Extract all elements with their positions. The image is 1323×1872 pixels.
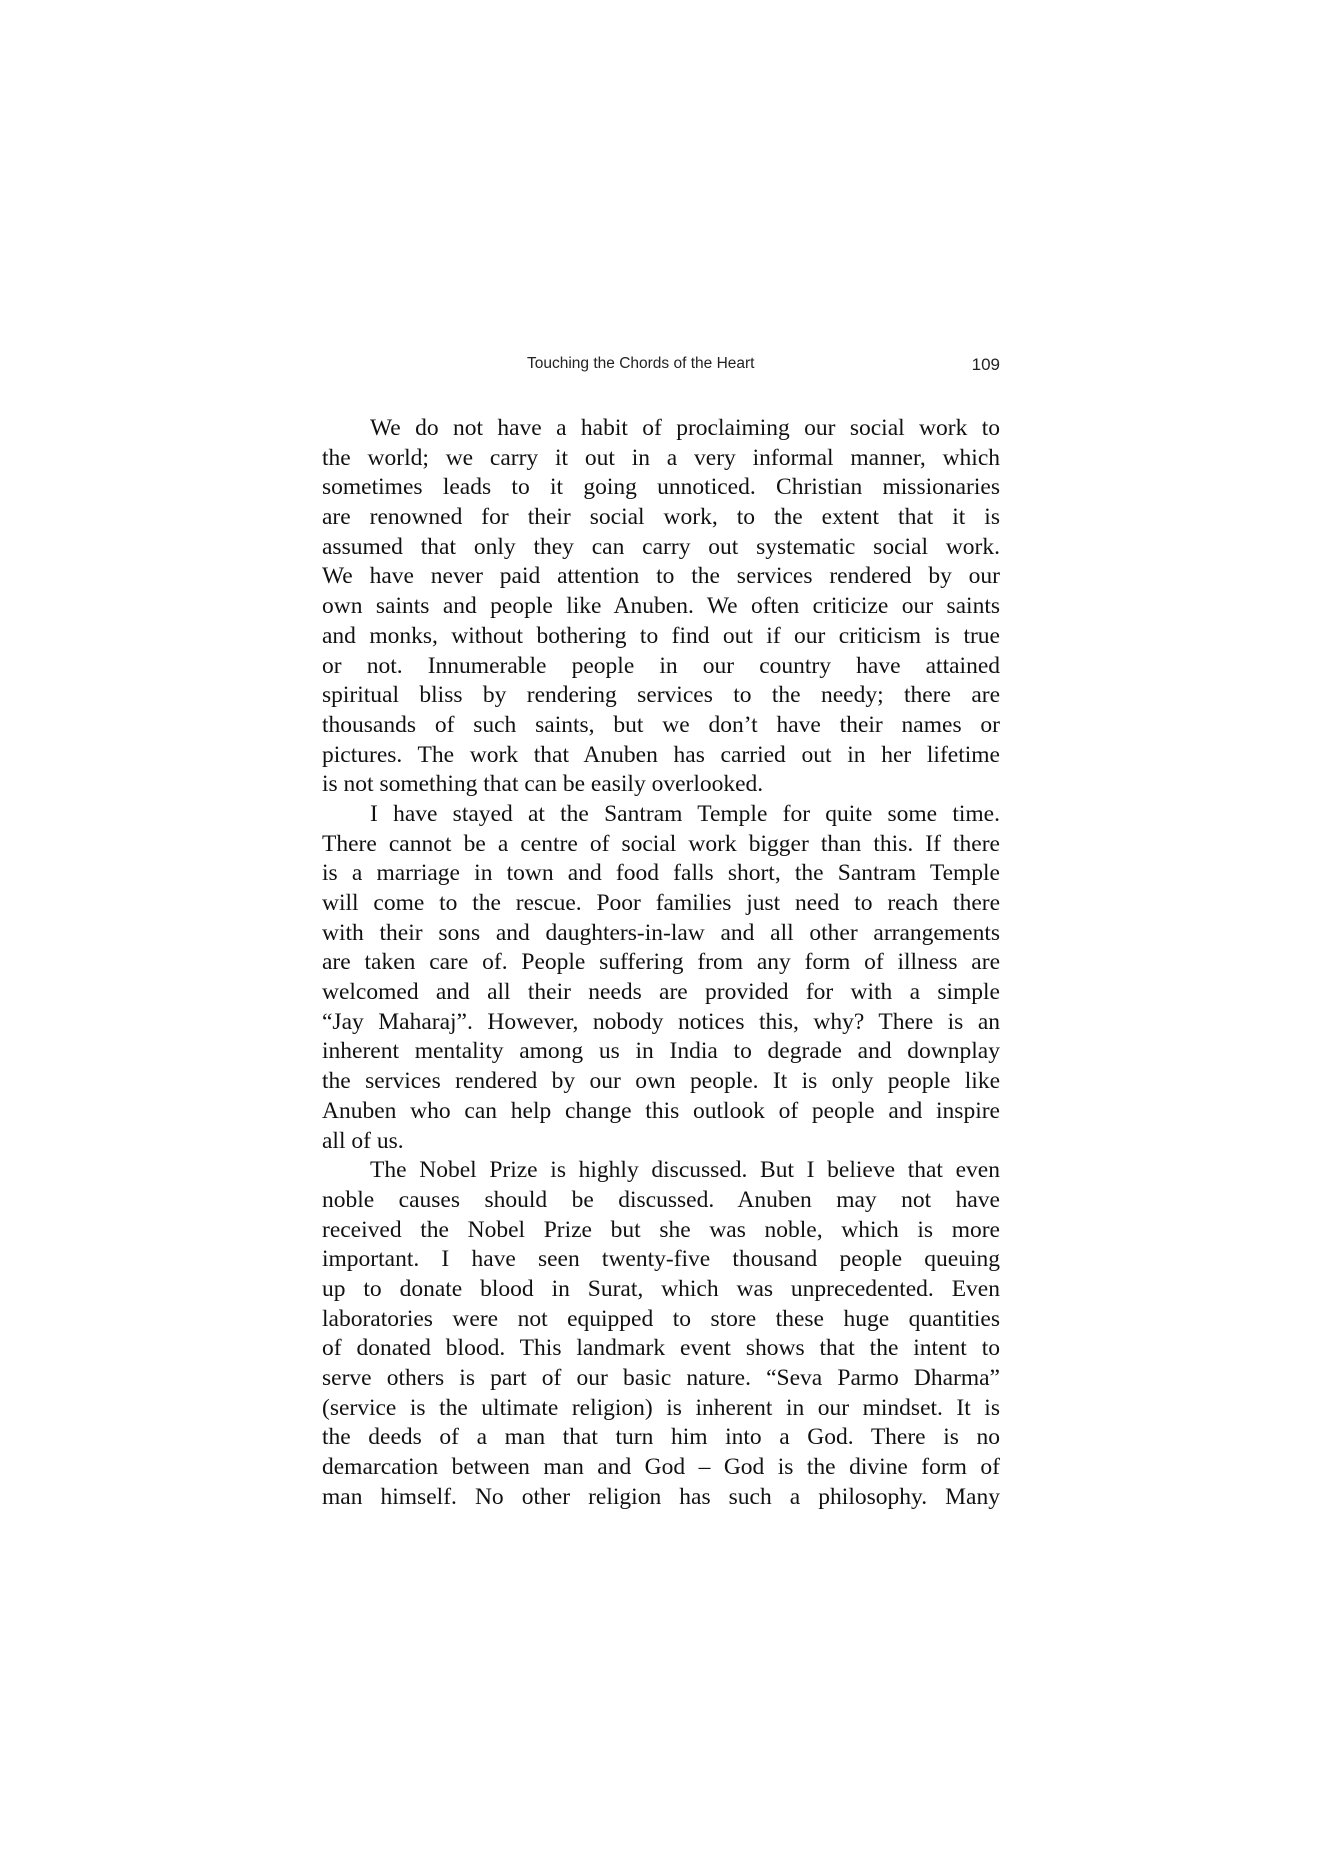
text-line: “Jay Maharaj”. However, nobody notices this, why? There is an xyxy=(322,1008,1000,1035)
text-line: the world; we carry it out in a very informal manner, which xyxy=(322,444,1000,471)
text-line: man himself. No other religion has such a philosophy. Many xyxy=(322,1483,1000,1510)
text-line: up to donate blood in Surat, which was unprecedented. Even xyxy=(322,1275,1000,1302)
text-line: We have never paid attention to the services rendered by our xyxy=(322,563,1000,590)
text-line: There cannot be a centre of social work bigger than this. If there xyxy=(322,830,1000,857)
text-line: is a marriage in town and food falls short, the Santram Temple xyxy=(322,860,1000,887)
text-line: sometimes leads to it going unnoticed. Christian missionaries xyxy=(322,474,1000,501)
running-header xyxy=(322,355,1000,377)
text-line: are renowned for their social work, to the extent that it is xyxy=(322,504,1000,531)
text-line: is not something that can be easily overlooked. xyxy=(322,771,764,798)
text-line: The Nobel Prize is highly discussed. But I believe that even xyxy=(370,1157,1000,1184)
text-line: We do not have a habit of proclaiming our social work to xyxy=(370,415,1000,441)
text-line: assumed that only they can carry out systematic social work. xyxy=(322,533,1000,560)
text-line: inherent mentality among us in India to degrade and downplay xyxy=(322,1038,1000,1065)
text-line: (service is the ultimate religion) is inherent in our mindset. It is xyxy=(322,1394,1000,1421)
text-line: spiritual bliss by rendering services to the needy; there are xyxy=(322,682,1000,709)
text-line: with their sons and daughters-in-law and all other arrangements xyxy=(322,919,1000,946)
text-line: will come to the rescue. Poor families just need to reach there xyxy=(322,890,1000,916)
text-line: or not. Innumerable people in our country have attained xyxy=(322,652,1000,679)
text-line: noble causes should be discussed. Anuben may not have xyxy=(322,1186,1000,1213)
text-line: are taken care of. People suffering from any form of illness are xyxy=(322,949,1000,976)
running-title: Touching the Chords of the Heart xyxy=(527,355,755,372)
text-line: serve others is part of our basic nature. “Seva Parmo Dharma” xyxy=(322,1365,1000,1391)
text-line: welcomed and all their needs are provided for with a simple xyxy=(322,979,1000,1006)
body-text xyxy=(322,414,1000,1512)
text-line: own saints and people like Anuben. We often criticize our saints xyxy=(322,593,1000,620)
text-line: all of us. xyxy=(322,1127,404,1154)
page-number: 109 xyxy=(971,355,1000,374)
text-line: the services rendered by our own people. It is only people like xyxy=(322,1068,1000,1095)
text-line: demarcation between man and God – God is the divine form of xyxy=(322,1454,1000,1481)
text-line: pictures. The work that Anuben has carried out in her lifetime xyxy=(322,741,1000,768)
text-line: I have stayed at the Santram Temple for quite some time. xyxy=(370,800,1000,827)
text-line: the deeds of a man that turn him into a God. There is no xyxy=(322,1424,1000,1451)
text-line: laboratories were not equipped to store these huge quantities xyxy=(322,1305,1000,1332)
text-line: and monks, without bothering to find out if our criticism is true xyxy=(322,622,1000,649)
text-line: thousands of such saints, but we don’t have their names or xyxy=(322,711,1000,738)
text-line: important. I have seen twenty-five thousand people queuing xyxy=(322,1246,1000,1273)
text-line: received the Nobel Prize but she was noble, which is more xyxy=(322,1216,1000,1243)
text-line: of donated blood. This landmark event shows that the intent to xyxy=(322,1335,1000,1362)
paragraph-2 xyxy=(322,800,1000,1156)
paragraph-3 xyxy=(322,1156,1000,1512)
text-line: Anuben who can help change this outlook of people and inspire xyxy=(322,1097,1000,1124)
paragraph-1 xyxy=(322,414,1000,800)
